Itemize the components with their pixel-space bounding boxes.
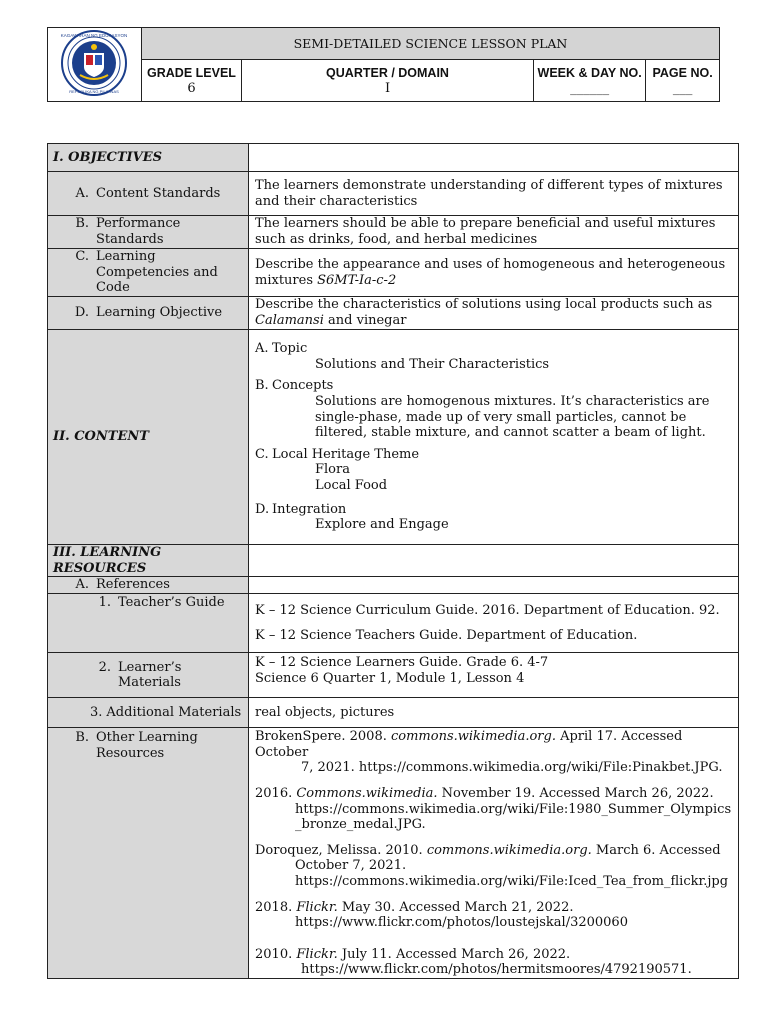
concepts-text: Solutions are homogenous mixtures. It’s characteristics are single-phase, made up of very small particles, cannot be filtered, stable mixture, and cannot scatter a beam of light. (315, 394, 710, 441)
ref-author: Doroquez, Melissa. 2010. (255, 842, 427, 858)
ref-url: https://commons.wikimedia.org/wiki/File:Iced_Tea_from_flickr.jpg (295, 873, 729, 889)
week-day-label: WEEK & DAY NO. (537, 65, 642, 80)
item-letter: A. (75, 185, 89, 201)
content-letter: B. (255, 378, 269, 394)
learning-objective-label: Learning Objective (96, 305, 223, 321)
deped-seal-icon (60, 29, 128, 97)
page-no-label: PAGE NO. (652, 65, 713, 80)
learners-materials-label: Learner’s Materials (118, 659, 182, 691)
ref-date: October 7, 2021. (295, 858, 407, 874)
topic-text: Solutions and Their Characteristics (315, 356, 550, 372)
learners-materials-ref-1: K – 12 Science Learners Guide. Grade 6. 4-7 (255, 655, 549, 671)
item-letter: B. (75, 730, 89, 746)
heritage-flora: Flora (315, 462, 350, 478)
competency-text: Describe the appearance and uses of homogeneous and heterogeneous mixtures (255, 256, 726, 288)
item-letter: C. (75, 249, 89, 265)
item-number: 2. (98, 659, 111, 675)
resource-ref (255, 729, 732, 776)
ref-date: July 11. Accessed March 26, 2022. (337, 946, 571, 962)
grade-level-label: GRADE LEVEL (147, 65, 236, 80)
content-heading: II. CONTENT (48, 330, 249, 545)
ref-author: BrokenSpere. 2008. (255, 729, 391, 745)
ref-url: https://www.flickr.com/photos/loustejskal/3200060 (295, 915, 628, 931)
week-day-cell (534, 60, 646, 102)
content-standards-label: Content Standards (96, 185, 221, 201)
learning-objective-text (249, 297, 739, 330)
svg-text:KAGAWARAN NG EDUKASYON: KAGAWARAN NG EDUKASYON (61, 33, 128, 38)
teachers-guide-refs (249, 594, 739, 653)
grade-level-cell (141, 60, 241, 102)
ref-date: April 17. Accessed October (255, 729, 683, 760)
item-number: 1. (98, 595, 111, 611)
week-day-value: ______ (570, 80, 610, 96)
ref-date: March 6. Accessed (591, 842, 721, 858)
references-label: References (96, 577, 170, 593)
content-standards-label-cell (48, 172, 249, 216)
lesson-plan-title: SEMI-DETAILED SCIENCE LESSON PLAN (141, 28, 719, 60)
integration-label: Integration (272, 501, 347, 517)
resource-ref (255, 900, 732, 931)
performance-standards-label-cell (48, 216, 249, 249)
ref-source: Flickr. (296, 899, 338, 915)
ref-url: https://www.flickr.com/photos/hermitsmoores/4792190571. (301, 962, 692, 978)
objectives-heading: I. OBJECTIVES (48, 144, 249, 172)
header-table (47, 27, 720, 102)
references-label-cell (48, 577, 249, 594)
content-letter: D. (255, 501, 270, 517)
ref-source: Commons.wikimedia. (296, 785, 438, 801)
quarter-domain-label: QUARTER / DOMAIN (326, 65, 449, 80)
ref-author: 2016. (255, 785, 297, 801)
resource-ref (255, 786, 732, 833)
svg-text:REPUBLIKA NG PILIPINAS: REPUBLIKA NG PILIPINAS (69, 89, 120, 94)
content-letter: A. (255, 341, 269, 357)
learning-resources-heading: III. LEARNING RESOURCES (48, 545, 249, 577)
objective-text-1: Describe the characteristics of solutions using local products such as (255, 297, 713, 313)
ref-source: commons.wikimedia.org. (390, 729, 556, 745)
lesson-plan-table (47, 143, 739, 979)
page-no-value: ___ (672, 80, 693, 96)
ref-date: November 19. Accessed March 26, 2022. (437, 785, 714, 801)
resource-ref (255, 947, 732, 978)
additional-materials-label-cell (48, 698, 249, 728)
learning-competencies-text (249, 249, 739, 297)
content-letter: C. (255, 446, 269, 462)
learners-materials-ref-2: Science 6 Quarter 1, Module 1, Lesson 4 (255, 670, 525, 686)
learning-competencies-label-cell (48, 249, 249, 297)
page-no-cell (646, 60, 720, 102)
heritage-food: Local Food (315, 477, 388, 493)
quarter-domain-value: I (384, 80, 391, 96)
grade-level-value: 6 (187, 80, 196, 96)
objective-text-2: and vinegar (323, 313, 407, 328)
integration-text: Explore and Engage (315, 517, 449, 533)
teachers-guide-label-cell (48, 594, 249, 653)
ref-source: commons.wikimedia.org. (426, 842, 592, 858)
ref-author: 2018. (255, 899, 297, 915)
resource-ref (255, 843, 732, 890)
teachers-guide-ref-2: K – 12 Science Teachers Guide. Department of Education. (255, 628, 638, 644)
objective-italic: Calamansi (255, 313, 324, 328)
item-letter: D. (74, 305, 89, 321)
learners-materials-label-cell (48, 653, 249, 698)
learning-objective-label-cell (48, 297, 249, 330)
performance-standards-label: Performance Standards (96, 216, 181, 247)
resources-blank (249, 545, 739, 577)
content-standards-text: The learners demonstrate understanding of different types of mixtures and their characteristics (249, 172, 739, 216)
content-cell (249, 330, 739, 545)
item-number: 3. (90, 704, 103, 720)
teachers-guide-ref-1: K – 12 Science Curriculum Guide. 2016. Department of Education. 92. (255, 602, 720, 618)
ref-url: _bronze_medal.JPG. (295, 817, 426, 833)
ref-author: 2010. (255, 946, 297, 962)
additional-materials-text: real objects, pictures (249, 698, 739, 728)
item-letter: B. (75, 216, 89, 232)
additional-materials-label: Additional Materials (106, 704, 242, 720)
topic-label: Topic (272, 341, 308, 357)
ref-url: https://commons.wikimedia.org/wiki/File:1980_Summer_Olympics (295, 801, 732, 817)
learning-competencies-label: Learning Competencies and Code (96, 249, 218, 296)
item-letter: A. (75, 577, 89, 593)
quarter-domain-cell (242, 60, 534, 102)
logo-cell (48, 28, 142, 102)
learners-materials-refs (249, 653, 739, 698)
other-resources-label: Other Learning Resources (96, 730, 198, 761)
ref-url: 7, 2021. https://commons.wikimedia.org/wiki/File:Pinakbet.JPG. (301, 760, 723, 776)
ref-date: May 30. Accessed March 21, 2022. (337, 899, 574, 915)
competency-code: S6MT-Ia-c-2 (317, 272, 397, 288)
other-resources-label-cell (48, 728, 249, 979)
ref-source: Flickr. (296, 946, 338, 962)
heritage-label: Local Heritage Theme (272, 446, 420, 462)
other-resources-refs (249, 728, 739, 979)
references-blank (249, 577, 739, 594)
performance-standards-text: The learners should be able to prepare beneficial and useful mixtures such as drinks, food, and herbal medicines (249, 216, 739, 249)
teachers-guide-label: Teacher’s Guide (118, 595, 225, 611)
objectives-blank (249, 144, 739, 172)
concepts-label: Concepts (272, 378, 334, 394)
